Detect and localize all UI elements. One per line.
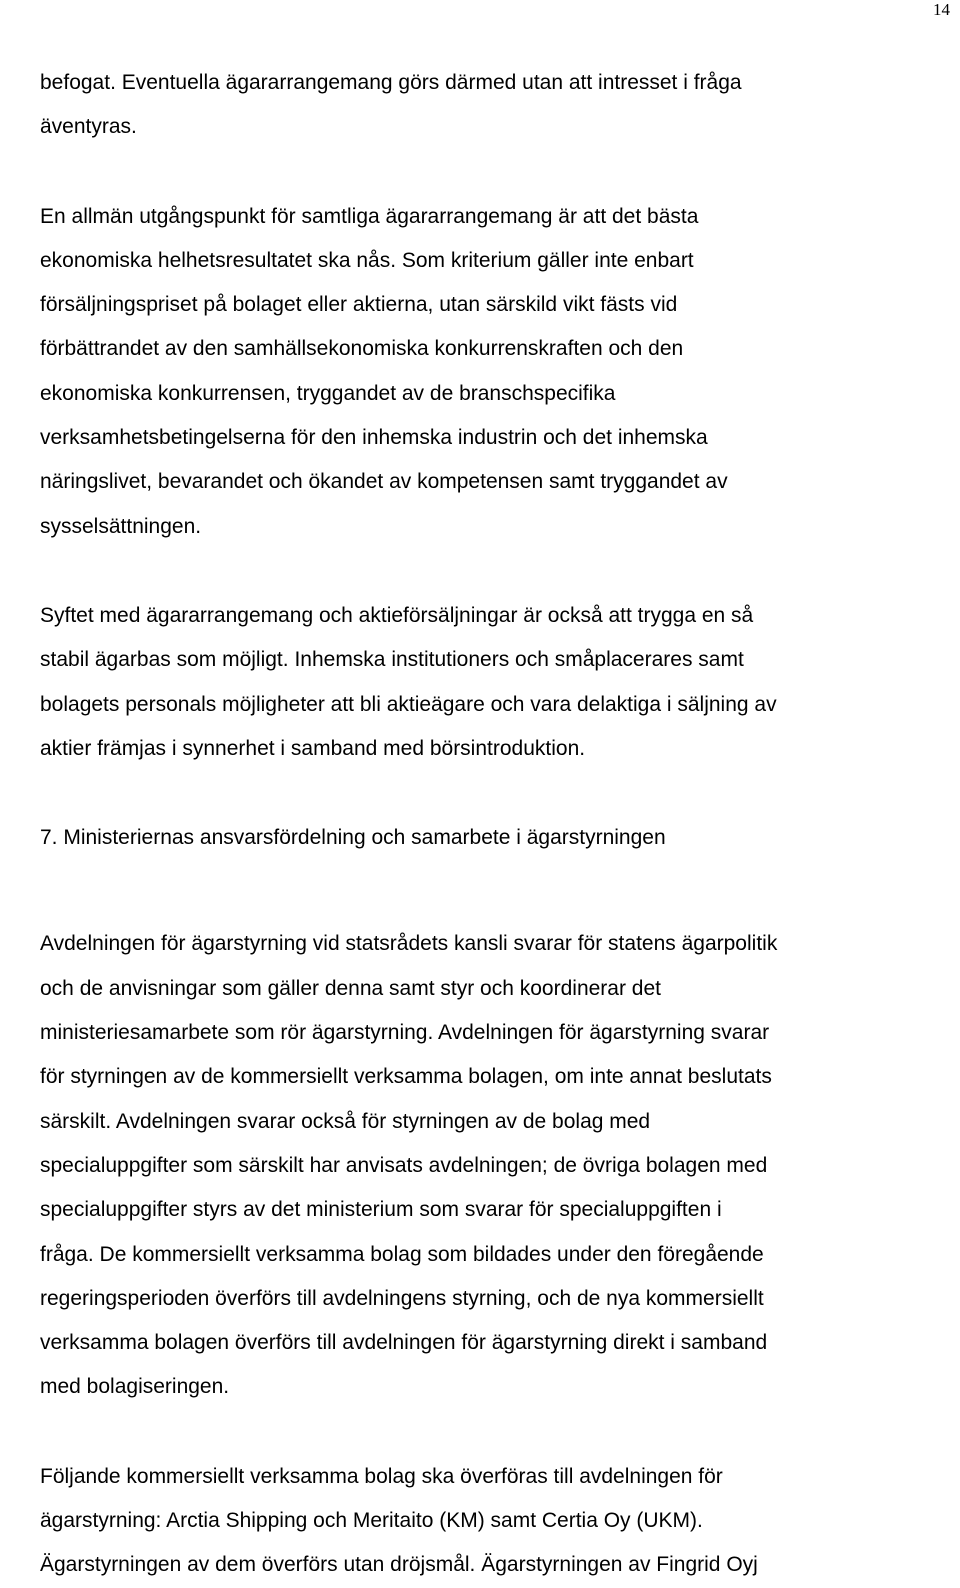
section-heading: 7. Ministeriernas ansvarsfördelning och samarbete i ägarstyrningen — [40, 826, 666, 850]
text-line: och de anvisningar som gäller denna samt styr och koordinerar det — [40, 976, 661, 1000]
text-line: ministeriesamarbete som rör ägarstyrning. Avdelningen för ägarstyrning svarar — [40, 1021, 770, 1045]
text-line: befogat. Eventuella ägararrangemang görs därmed utan att intresset i fråga — [40, 71, 742, 94]
text-line: försäljningspriset på bolaget eller aktierna, utan särskild vikt fästs vid — [40, 293, 678, 317]
text-line: Avdelningen för ägarstyrning vid statsrådets kansli svarar för statens ägarpolitik — [40, 932, 778, 956]
text-line: bolagets personals möjligheter att bli aktieägare och vara delaktiga i säljning av — [40, 692, 777, 716]
paragraph-3 — [40, 594, 952, 771]
text-line: näringslivet, bevarandet och ökandet av kompetensen samt tryggandet av — [40, 470, 728, 494]
text-line: En allmän utgångspunkt för samtliga ägararrangemang är att det bästa — [40, 204, 699, 228]
text-line: för styrningen av de kommersiellt verksamma bolagen, om inte annat beslutats — [40, 1065, 772, 1089]
text-line: stabil ägarbas som möjligt. Inhemska institutioners och småplacerares samt — [40, 648, 744, 672]
text-line: verksamma bolagen överförs till avdelningen för ägarstyrning direkt i samband — [40, 1331, 768, 1355]
paragraph-5 — [40, 1455, 952, 1588]
text-line: verksamhetsbetingelserna för den inhemska industrin och det inhemska — [40, 426, 708, 450]
text-line: Ägarstyrningen av dem överförs utan dröjsmål. Ägarstyrningen av Fingrid Oyj — [40, 1553, 758, 1577]
text-line: Syftet med ägararrangemang och aktieförsäljningar är också att trygga en så — [40, 603, 754, 627]
text-line: med bolagiseringen. — [40, 1375, 230, 1399]
text-line: Följande kommersiellt verksamma bolag ska överföras till avdelningen för — [40, 1464, 723, 1488]
text-line: ägarstyrning: Arctia Shipping och Meritaito (KM) samt Certia Oy (UKM). — [40, 1509, 703, 1533]
text-line: aktier främjas i synnerhet i samband med börsintroduktion. — [40, 736, 586, 760]
text-line: regeringsperioden överförs till avdelningens styrning, och de nya kommersiellt — [40, 1286, 764, 1310]
paragraph-2 — [40, 195, 952, 549]
paragraph-4 — [40, 922, 952, 1409]
text-line: specialuppgifter som särskilt har anvisats avdelningen; de övriga bolagen med — [40, 1153, 768, 1177]
text-line: specialuppgifter styrs av det ministerium som svarar för specialuppgiften i — [40, 1198, 722, 1222]
text-line: äventyras. — [40, 115, 137, 139]
text-line: ekonomiska konkurrensen, tryggandet av de branschspecifika — [40, 381, 616, 405]
text-line: särskilt. Avdelningen svarar också för styrningen av de bolag med — [40, 1109, 651, 1133]
text-line: ekonomiska helhetsresultatet ska nås. Som kriterium gäller inte enbart — [40, 248, 694, 272]
text-line: förbättrandet av den samhällsekonomiska konkurrenskraften och den — [40, 337, 684, 361]
text-line: fråga. De kommersiellt verksamma bolag som bildades under den föregående — [40, 1242, 764, 1266]
paragraph-1 — [40, 61, 952, 150]
text-line: sysselsättningen. — [40, 514, 202, 538]
page-number: 14 — [933, 0, 950, 19]
document-body — [40, 61, 952, 1588]
